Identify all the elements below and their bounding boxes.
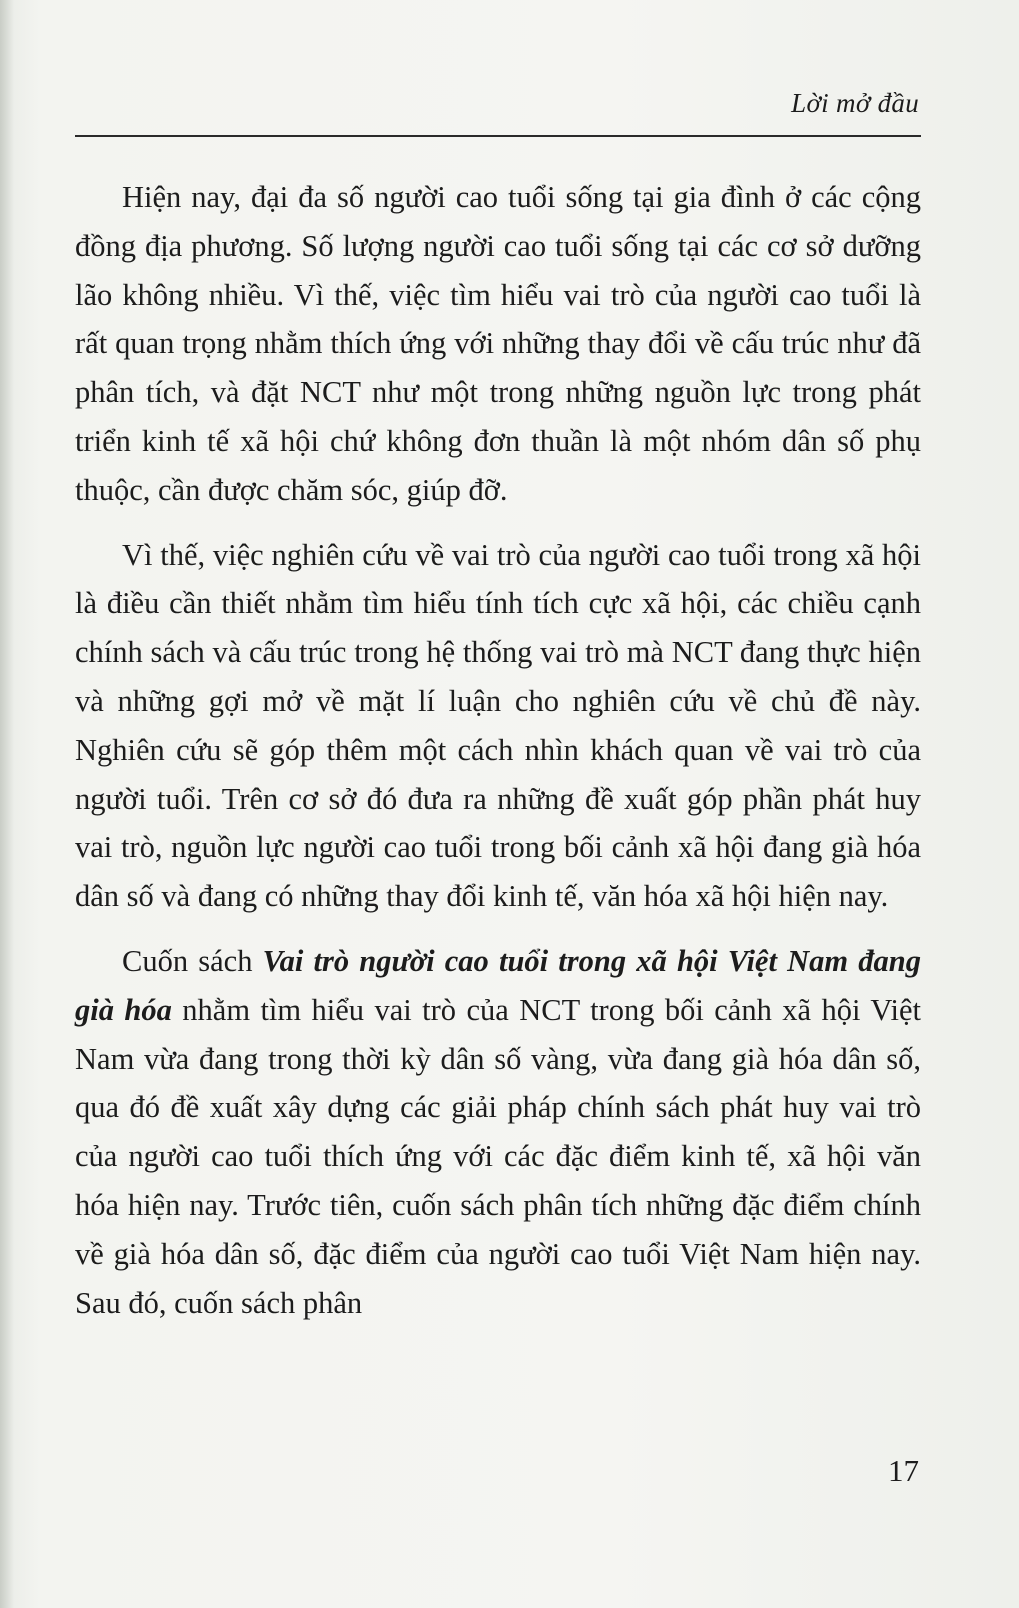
paragraph-2: Vì thế, việc nghiên cứu về vai trò của người cao tuổi trong xã hội là điều cần thiết nhằm tìm hiểu tính tích cực xã hội, các chiều cạnh chính sách và cấu trúc trong hệ thống vai trò mà NCT đang thực hiện và những gợi mở về mặt lí luận cho nghiên cứu về chủ đề này. Nghiên cứu sẽ góp thêm một cách nhìn khách quan về vai trò của người tuổi. Trên cơ sở đó đưa ra những đề xuất góp phần phát huy vai trò, nguồn lực người cao tuổi trong bối cảnh xã hội đang già hóa dân số và đang có những thay đổi kinh tế, văn hóa xã hội hiện nay. <box>75 537 921 914</box>
paragraph-3-lead: Cuốn sách <box>122 943 263 978</box>
page-gutter-shadow <box>0 0 14 1608</box>
running-header: Lời mở đầu <box>791 88 919 118</box>
body-text <box>75 173 921 1343</box>
header-rule <box>75 135 921 137</box>
paragraph-3-rest: nhằm tìm hiểu vai trò của NCT trong bối cảnh xã hội Việt Nam vừa đang trong thời kỳ dân số vàng, vừa đang già hóa dân số, qua đó đề xuất xây dựng các giải pháp chính sách phát huy vai trò của người cao tuổi thích ứng với các đặc điểm kinh tế, xã hội văn hóa hiện nay. Trước tiên, cuốn sách phân tích những đặc điểm chính về già hóa dân số, đặc điểm của người cao tuổi Việt Nam hiện nay. Sau đó, cuốn sách phân <box>75 992 921 1320</box>
book-title: Vai trò người cao tuổi trong xã hội Việt Nam đang già hóa <box>75 943 922 1027</box>
page-number: 17 <box>888 1453 919 1488</box>
paragraph-3 <box>75 937 921 1327</box>
paragraph-1: Hiện nay, đại đa số người cao tuổi sống tại gia đình ở các cộng đồng địa phương. Số lượng người cao tuổi sống tại các cơ sở dưỡng lão không nhiều. Vì thế, việc tìm hiểu vai trò của người cao tuổi là rất quan trọng nhằm thích ứng với những thay đổi về cấu trúc như đã phân tích, và đặt NCT như một trong những nguồn lực trong phát triển kinh tế xã hội chứ không đơn thuần là một nhóm dân số phụ thuộc, cần được chăm sóc, giúp đỡ. <box>75 180 921 507</box>
